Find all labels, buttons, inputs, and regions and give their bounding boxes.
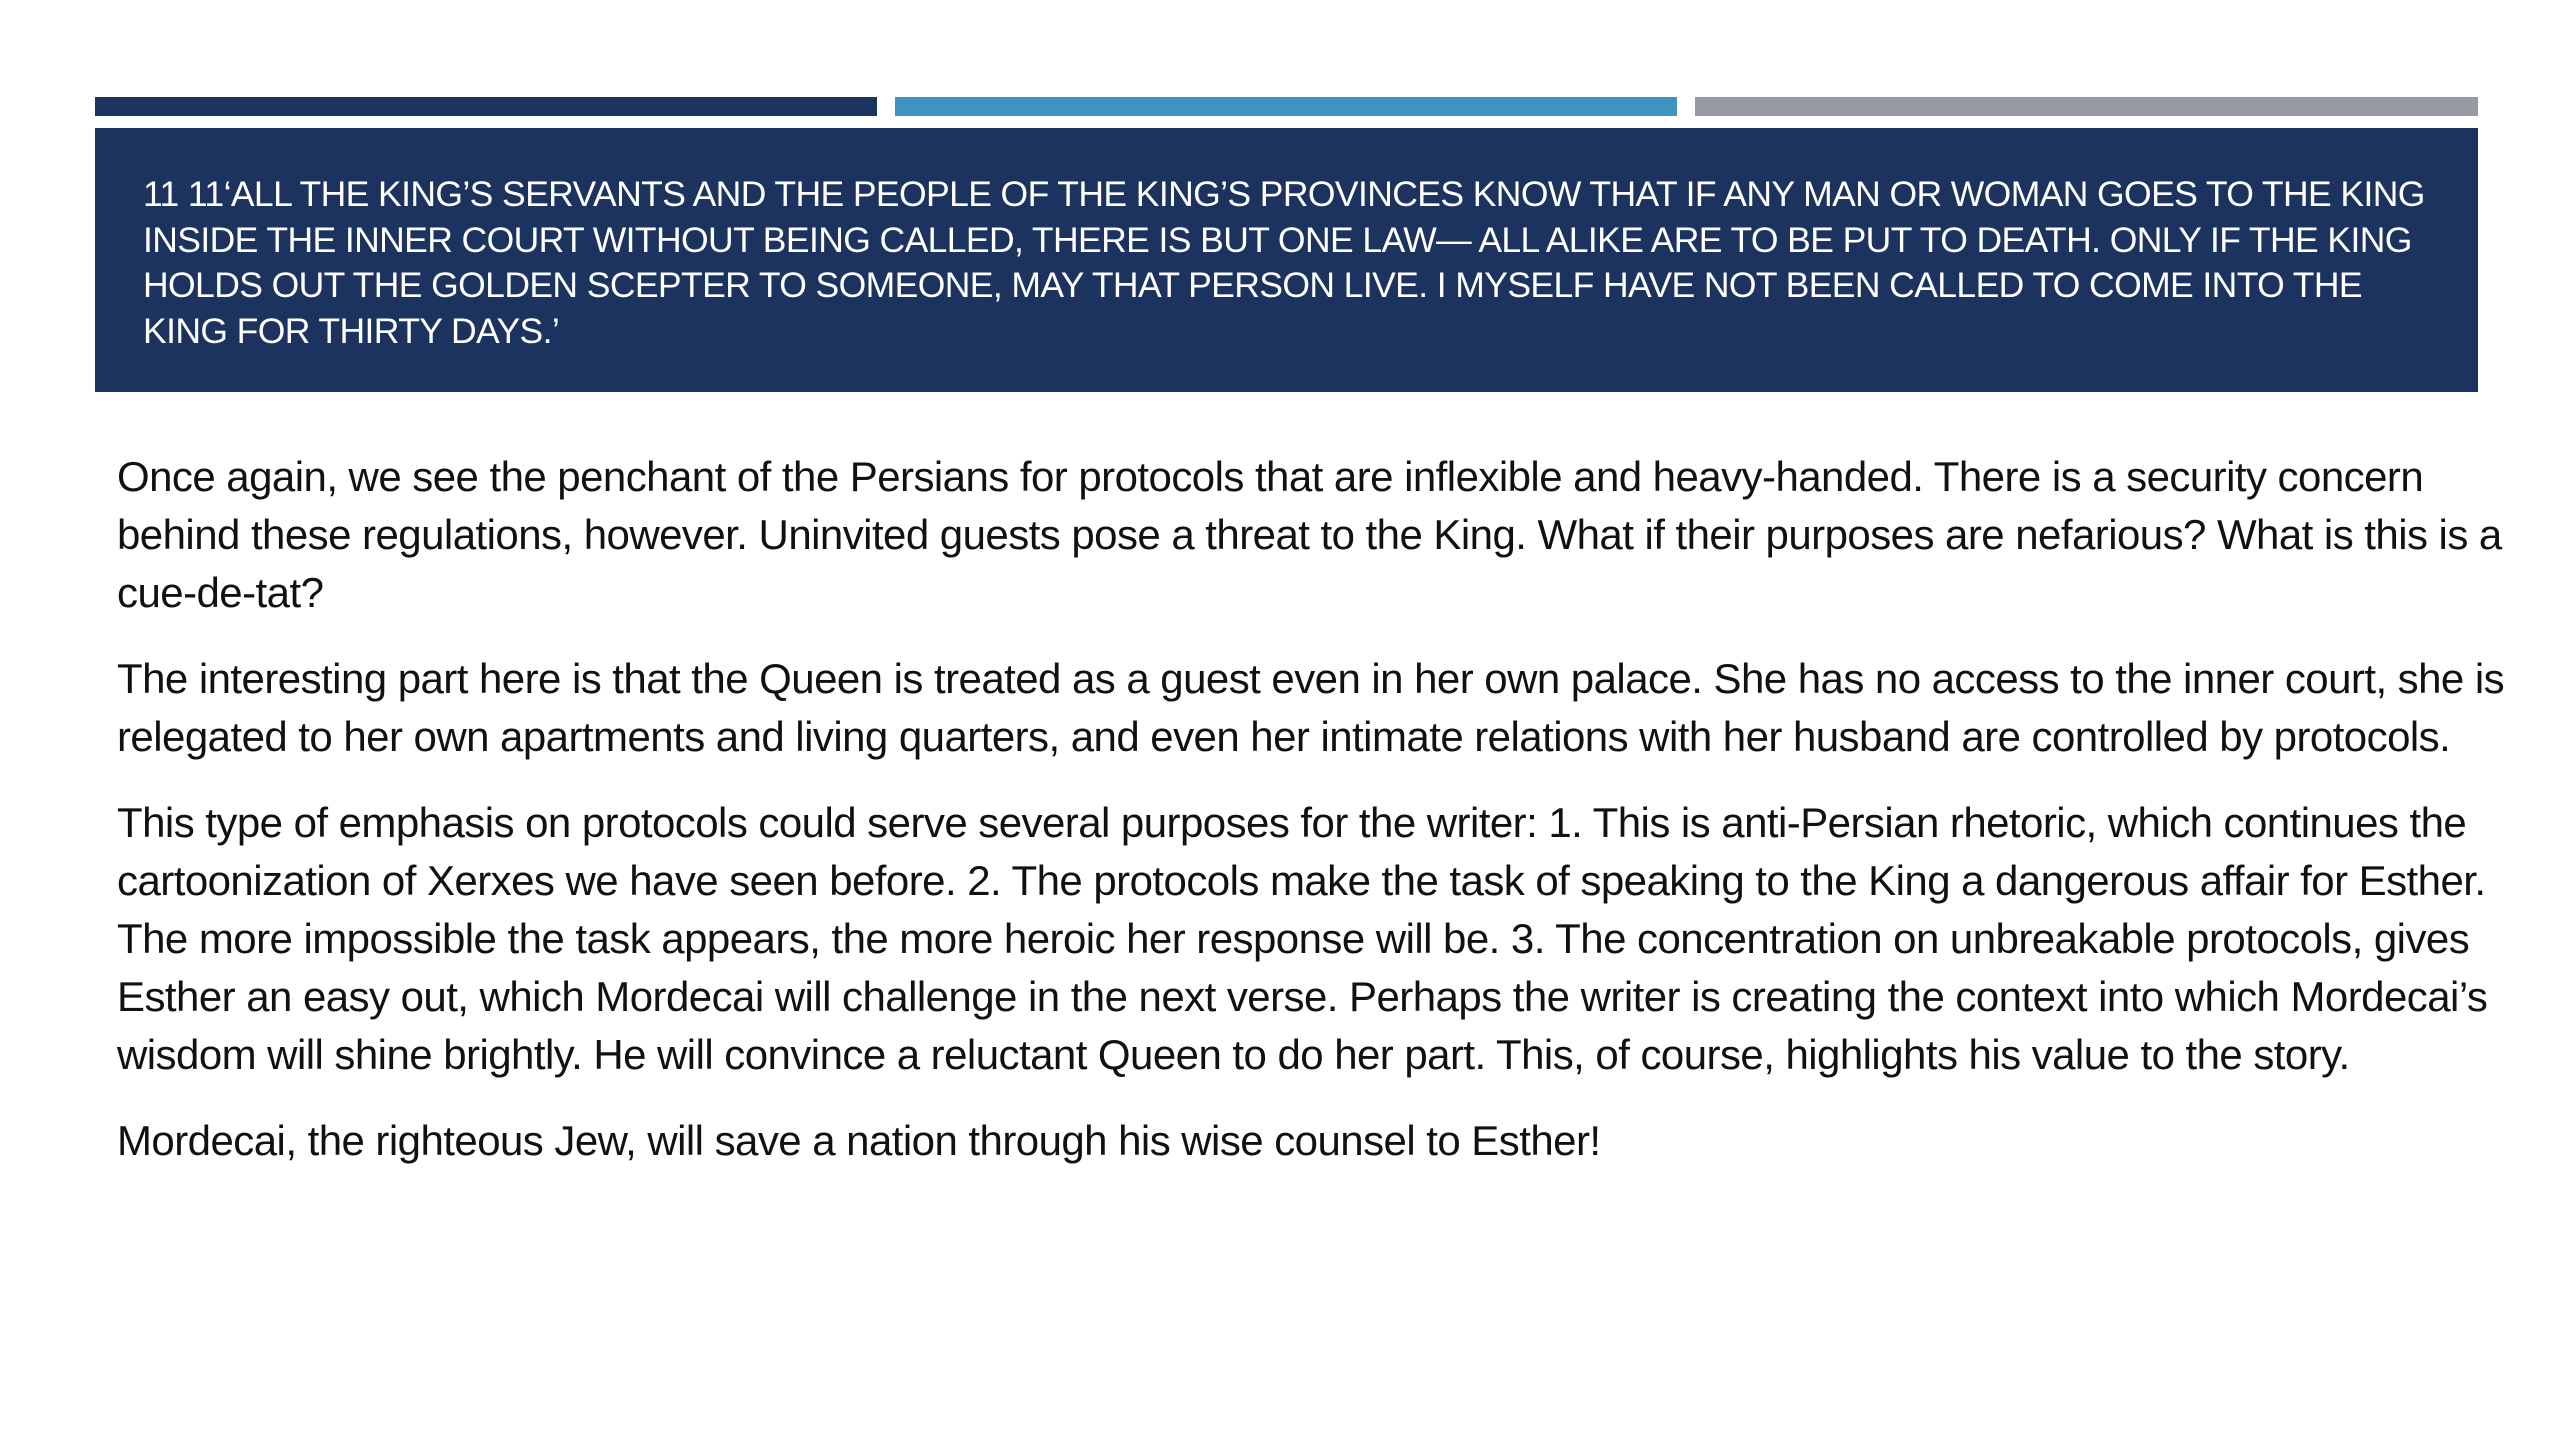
slide-body <box>117 448 2517 1198</box>
body-paragraph-1: Once again, we see the penchant of the Persians for protocols that are inflexible and heavy-handed. There is a security concern behind these regulations, however. Uninvited guests pose a threat to the King. What if their purposes are nefarious? What is this is a cue-de-tat? <box>117 453 2502 616</box>
body-paragraph-3: This type of emphasis on protocols could serve several purposes for the writer: 1. This is anti-Persian rhetoric, which continues the cartoonization of Xerxes we have seen before. 2. The protocols make the task of speaking to the King a dangerous affair for Esther. The more impossible the task appears, the more heroic her response will be. 3. The concentration on unbreakable protocols, gives Esther an easy out, which Mordecai will challenge in the next verse. Perhaps the writer is creating the context into which Mordecai’s wisdom will shine brightly. He will convince a reluctant Queen to do her part. This, of course, highlights his value to the story. <box>117 799 2488 1078</box>
slide-title-box <box>95 128 2478 392</box>
accent-bar-dark <box>95 97 877 116</box>
slide-title: 11 11‘ALL THE KING’S SERVANTS AND THE PEOPLE OF THE KING’S PROVINCES KNOW THAT IF ANY MAN OR WOMAN GOES TO THE KING INSIDE THE INNER COURT WITHOUT BEING CALLED, THERE IS BUT ONE LAW— ALL ALIKE ARE TO BE PUT TO DEATH. ONLY IF THE KING HOLDS OUT THE GOLDEN SCEPTER TO SOMEONE, MAY THAT PERSON LIVE. I MYSELF HAVE NOT BEEN CALLED TO COME INTO THE KING FOR THIRTY DAYS.’ <box>143 174 2425 351</box>
body-paragraph-4: Mordecai, the righteous Jew, will save a nation through his wise counsel to Esther! <box>117 1117 1601 1164</box>
accent-bar-blue <box>895 97 1677 116</box>
accent-bar-gray <box>1695 97 2478 116</box>
body-paragraph-2: The interesting part here is that the Queen is treated as a guest even in her own palace. She has no access to the inner court, she is relegated to her own apartments and living quarters, and even her intimate relations with her husband are controlled by protocols. <box>117 655 2505 760</box>
